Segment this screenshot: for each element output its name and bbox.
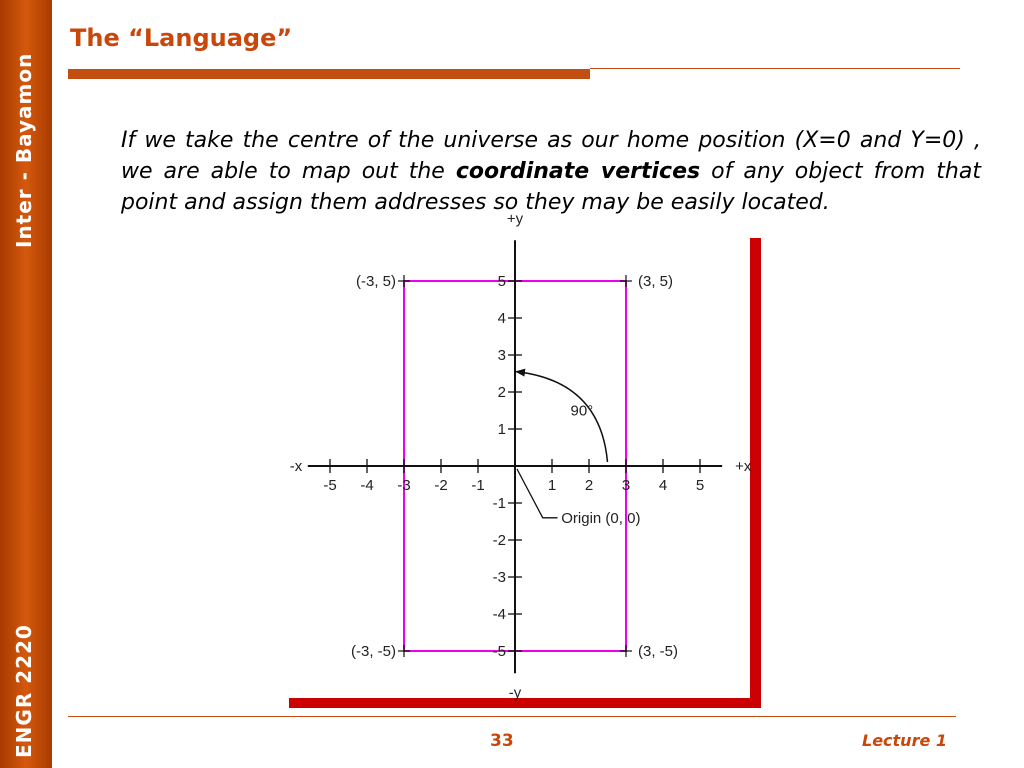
y-tick-label: 4 — [497, 310, 506, 327]
angle-label: 90° — [570, 402, 594, 420]
vertex-label: (-3, -5) — [351, 643, 396, 660]
x-tick-label: 2 — [584, 477, 594, 494]
y-tick-label: -2 — [492, 532, 506, 549]
y-tick-label: 2 — [497, 384, 506, 401]
angle-arc-arrow — [516, 372, 608, 462]
x-tick-label: 5 — [695, 477, 705, 494]
y-tick-label: 5 — [497, 273, 506, 290]
origin-label: Origin (0, 0) — [561, 509, 641, 527]
footer-rule — [68, 716, 956, 717]
x-tick-label: 1 — [547, 477, 557, 494]
x-tick-label: -2 — [434, 477, 448, 494]
body-text-end: of any object from that point and assign them addresses so they may be easily located. — [121, 159, 981, 215]
slide-title: The “Language” — [70, 24, 293, 52]
vertex-label: (-3, 5) — [355, 273, 396, 290]
y-tick-label: 1 — [497, 421, 506, 438]
axis-label-x-pos: +x — [735, 458, 752, 475]
y-tick-label: -3 — [492, 569, 506, 586]
y-tick-label: -1 — [492, 495, 506, 512]
y-tick-label: -4 — [492, 606, 506, 623]
axis-label-x-neg: -x — [289, 458, 303, 475]
y-tick-label: 3 — [497, 347, 506, 364]
x-tick-label: 3 — [621, 477, 631, 494]
sidebar-campus-label: Inter - Bayamon — [12, 52, 36, 248]
axis-label-y-pos: +y — [506, 210, 524, 228]
vertex-label: (3, 5) — [638, 273, 674, 290]
sidebar-course-label: ENGR 2220 — [12, 624, 36, 758]
x-tick-label: -1 — [471, 477, 485, 494]
lecture-label: Lecture 1 — [862, 731, 948, 750]
y-tick-label: -5 — [492, 643, 506, 660]
x-tick-label: -3 — [397, 477, 411, 494]
body-text-bold: coordinate vertices — [455, 159, 701, 184]
body-text-start: If we take the centre of the universe as our home position (X=0 and Y=0) , we are able to map out the — [121, 128, 981, 184]
x-tick-label: 4 — [658, 477, 668, 494]
x-tick-label: -4 — [360, 477, 374, 494]
vertex-label: (3, -5) — [638, 643, 679, 660]
page-number: 33 — [490, 731, 514, 751]
axis-label-y-neg: -y — [508, 684, 522, 702]
x-tick-label: -5 — [323, 477, 337, 494]
